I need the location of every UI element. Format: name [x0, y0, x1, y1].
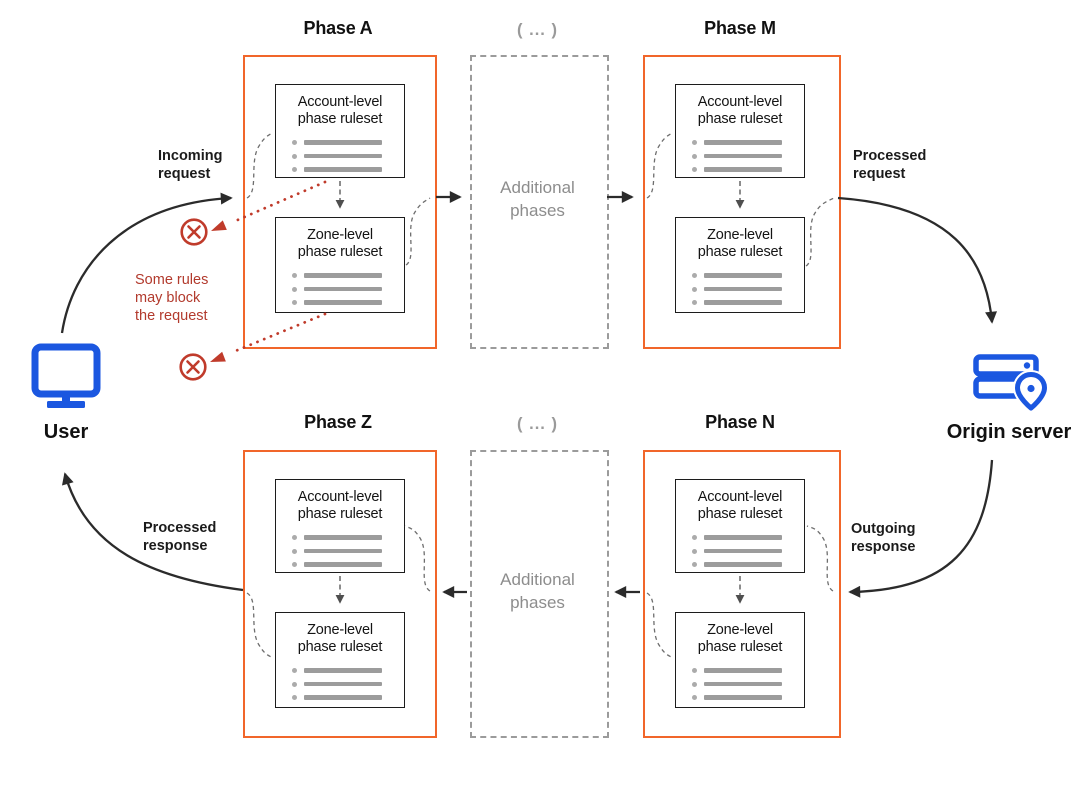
bullet-icon [292, 668, 297, 673]
rule-line [704, 167, 782, 172]
ruleset-card-title: Account-level phase ruleset [697, 94, 783, 127]
rule-line [704, 682, 782, 687]
bullet-icon [692, 562, 697, 567]
rule-line [304, 287, 382, 292]
circle-x-icon [181, 355, 206, 380]
bullet-icon [292, 562, 297, 567]
phase-n-account-ruleset-card [675, 479, 805, 573]
rule-row [292, 682, 404, 687]
rule-row [692, 695, 804, 700]
additional-phases-label-bottom: Additional phases [500, 570, 575, 612]
rule-line [304, 668, 382, 673]
rule-row [692, 668, 804, 673]
rule-row [292, 287, 404, 292]
bullet-icon [292, 287, 297, 292]
rule-line [304, 140, 382, 145]
rule-line [704, 140, 782, 145]
rule-row [292, 300, 404, 305]
bullet-icon [292, 154, 297, 159]
ruleset-card-title: Zone-level phase ruleset [297, 227, 383, 260]
rule-row [292, 668, 404, 673]
rule-line [704, 154, 782, 159]
rule-row [292, 167, 404, 172]
rule-line [304, 549, 382, 554]
rule-row [692, 167, 804, 172]
rule-line [304, 300, 382, 305]
server-pin-icon [968, 350, 1050, 412]
incoming-request-label: Incoming request [158, 148, 223, 182]
ruleset-rules-list [692, 535, 804, 567]
rule-row [692, 562, 804, 567]
rule-line [704, 287, 782, 292]
ruleset-rules-list [692, 273, 804, 305]
bullet-icon [692, 167, 697, 172]
bullet-icon [292, 695, 297, 700]
phase-z-title: Phase Z [304, 412, 372, 432]
phase-a-zone-ruleset-card [275, 217, 405, 313]
rule-line [704, 300, 782, 305]
phase-a-title: Phase A [303, 18, 373, 38]
phase-a-box [243, 55, 437, 349]
phase-n-box [643, 450, 841, 738]
ruleset-rules-list [692, 668, 804, 700]
ellipsis-label-bottom: ( ... ) [517, 415, 558, 433]
phase-z-zone-ruleset-card [275, 612, 405, 708]
additional-phases-label-top: Additional phases [500, 178, 575, 220]
phase-n-zone-ruleset-card [675, 612, 805, 708]
ruleset-rules-list [692, 140, 804, 172]
rule-line [704, 549, 782, 554]
phase-z-account-ruleset-card [275, 479, 405, 573]
rule-line [704, 273, 782, 278]
ruleset-card-title: Account-level phase ruleset [297, 489, 383, 522]
ruleset-card-title: Zone-level phase ruleset [697, 227, 783, 260]
ruleset-card-title: Account-level phase ruleset [297, 94, 383, 127]
rule-row [292, 273, 404, 278]
rule-row [292, 562, 404, 567]
rule-row [292, 695, 404, 700]
bullet-icon [292, 682, 297, 687]
bullet-icon [692, 682, 697, 687]
processed-request-label: Processed request [853, 148, 927, 182]
rule-row [292, 140, 404, 145]
phase-m-box [643, 55, 841, 349]
rule-line [704, 695, 782, 700]
rule-row [292, 154, 404, 159]
rule-line [304, 695, 382, 700]
rule-line [704, 562, 782, 567]
bullet-icon [692, 273, 697, 278]
processed-response-label: Processed response [143, 520, 217, 554]
bullet-icon [292, 300, 297, 305]
bullet-icon [692, 535, 697, 540]
rule-line [704, 668, 782, 673]
bullet-icon [292, 549, 297, 554]
bullet-icon [692, 695, 697, 700]
bullet-icon [692, 549, 697, 554]
processed-request-arrow [838, 198, 992, 322]
phase-m-zone-ruleset-card [675, 217, 805, 313]
ruleset-rules-list [292, 140, 404, 172]
rule-line [704, 535, 782, 540]
bullet-icon [292, 140, 297, 145]
bullet-icon [292, 273, 297, 278]
ruleset-rules-list [292, 273, 404, 305]
rule-line [304, 535, 382, 540]
rule-row [692, 549, 804, 554]
phase-m-account-ruleset-card [675, 84, 805, 178]
rule-line [304, 682, 382, 687]
rule-row [292, 549, 404, 554]
ruleset-card-title: Zone-level phase ruleset [697, 622, 783, 655]
rule-row [692, 682, 804, 687]
rule-line [304, 273, 382, 278]
phase-n-title: Phase N [705, 412, 775, 432]
rule-row [692, 140, 804, 145]
rule-row [292, 535, 404, 540]
origin-server-label: Origin server [946, 421, 1072, 443]
rule-line [304, 154, 382, 159]
rule-row [692, 154, 804, 159]
rule-row [692, 300, 804, 305]
ruleset-rules-list [292, 535, 404, 567]
outgoing-response-label: Outgoing response [851, 521, 916, 555]
user-label: User [43, 421, 89, 443]
bullet-icon [692, 300, 697, 305]
monitor-icon [30, 343, 102, 409]
rule-row [692, 287, 804, 292]
phase-a-account-ruleset-card [275, 84, 405, 178]
block-warning-label: Some rules may block the request [135, 272, 209, 324]
bullet-icon [692, 287, 697, 292]
rule-line [304, 167, 382, 172]
rule-line [304, 562, 382, 567]
rule-row [692, 273, 804, 278]
phase-z-box [243, 450, 437, 738]
ruleset-rules-list [292, 668, 404, 700]
ruleset-card-title: Zone-level phase ruleset [297, 622, 383, 655]
bullet-icon [692, 154, 697, 159]
ellipsis-label-top: ( ... ) [517, 21, 558, 39]
ruleset-card-title: Account-level phase ruleset [697, 489, 783, 522]
bullet-icon [692, 668, 697, 673]
rule-row [692, 535, 804, 540]
circle-x-icon [182, 220, 207, 245]
bullet-icon [292, 167, 297, 172]
phase-m-title: Phase M [704, 18, 776, 38]
bullet-icon [692, 140, 697, 145]
bullet-icon [292, 535, 297, 540]
